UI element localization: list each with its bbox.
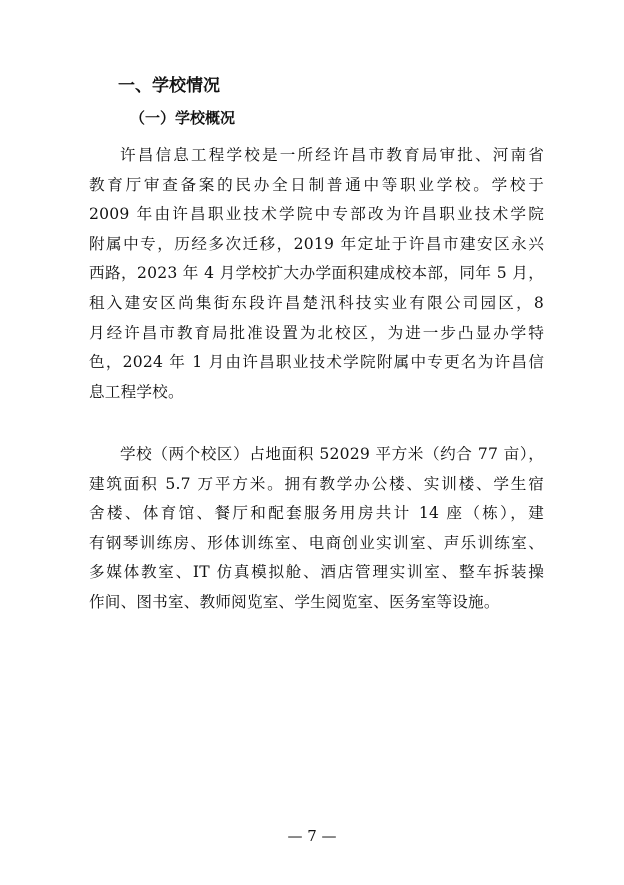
paragraph-line: 许昌信息工程学校是一所经许昌市教育局审批、河南省 (120, 146, 544, 164)
paragraph-line: 作间、图书室、教师阅览室、学生阅览室、医务室等设施。 (89, 592, 500, 611)
section-heading: 一、学校情况 (118, 76, 220, 96)
paragraph-line: 舍楼、体育馆、餐厅和配套服务用房共计 14 座（栋），建 (89, 504, 544, 523)
paragraph-line: 学校（两个校区）占地面积 52029 平方米（约合 77 亩）， (120, 445, 544, 463)
page-number: — 7 — (287, 827, 337, 845)
paragraph-campus-facilities (89, 440, 544, 618)
paragraph-line: 月经许昌市教育局批准设置为北校区，为进一步凸显办学特 (89, 323, 544, 342)
paragraph-line: 附属中专，历经多次迁移，2019 年定址于许昌市建安区永兴 (89, 234, 544, 253)
paragraph-line: 有钢琴训练房、形体训练室、电商创业实训室、声乐训练室、 (89, 533, 544, 552)
subsection-heading: （一）学校概况 (130, 109, 236, 127)
paragraph-line: 西路，2023 年 4 月学校扩大办学面积建成校本部，同年 5 月， (89, 264, 544, 283)
paragraph-line: 教育厅审查备案的民办全日制普通中等职业学校。学校于 (89, 175, 544, 194)
paragraph-line: 租入建安区尚集街东段许昌楚汛科技实业有限公司园区，8 (89, 293, 544, 312)
paragraph-line: 息工程学校。 (89, 382, 184, 401)
paragraph-line: 色，2024 年 1 月由许昌职业技术学院附属中专更名为许昌信 (89, 353, 544, 372)
paragraph-line: 建筑面积 5.7 万平方米。拥有教学办公楼、实训楼、学生宿 (89, 474, 544, 493)
paragraph-school-overview (89, 141, 544, 407)
paragraph-line: 2009 年由许昌职业技术学院中专部改为许昌职业技术学院 (89, 205, 544, 224)
paragraph-line: 多媒体教室、IT 仿真模拟舱、酒店管理实训室、整车拆装操 (89, 563, 544, 582)
